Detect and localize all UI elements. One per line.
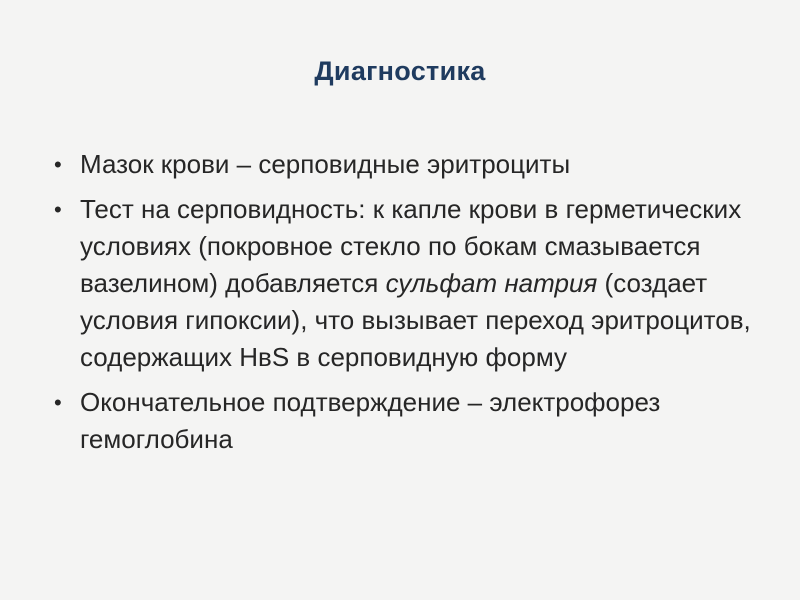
- bullet-dot-icon: •: [54, 197, 62, 222]
- bullet-dot-icon: •: [54, 152, 62, 177]
- bullet-list: [54, 146, 754, 466]
- bullet-text-part-1: Тест на серповидность: к капле крови в герметических условиях (покровное стекло по бокам смазывается вазелином) добавляется: [80, 194, 742, 298]
- slide-title: Диагностика: [314, 56, 486, 86]
- bullet-text-part-2: (создает условия гипоксии), что вызывает переход эритроцитов, содержащих НвS в серповидную форму: [80, 268, 751, 372]
- bullet-dot-icon: •: [54, 390, 62, 415]
- bullet-text-italic: сульфат натрия: [385, 268, 598, 298]
- bullet-item-confirmation: [54, 384, 754, 458]
- bullet-item-smear: [54, 146, 754, 183]
- bullet-text: Мазок крови – серповидные эритроциты: [80, 149, 571, 179]
- bullet-item-sickling-test: [54, 191, 754, 376]
- bullet-text: Окончательное подтверждение – электрофорез гемоглобина: [80, 387, 661, 454]
